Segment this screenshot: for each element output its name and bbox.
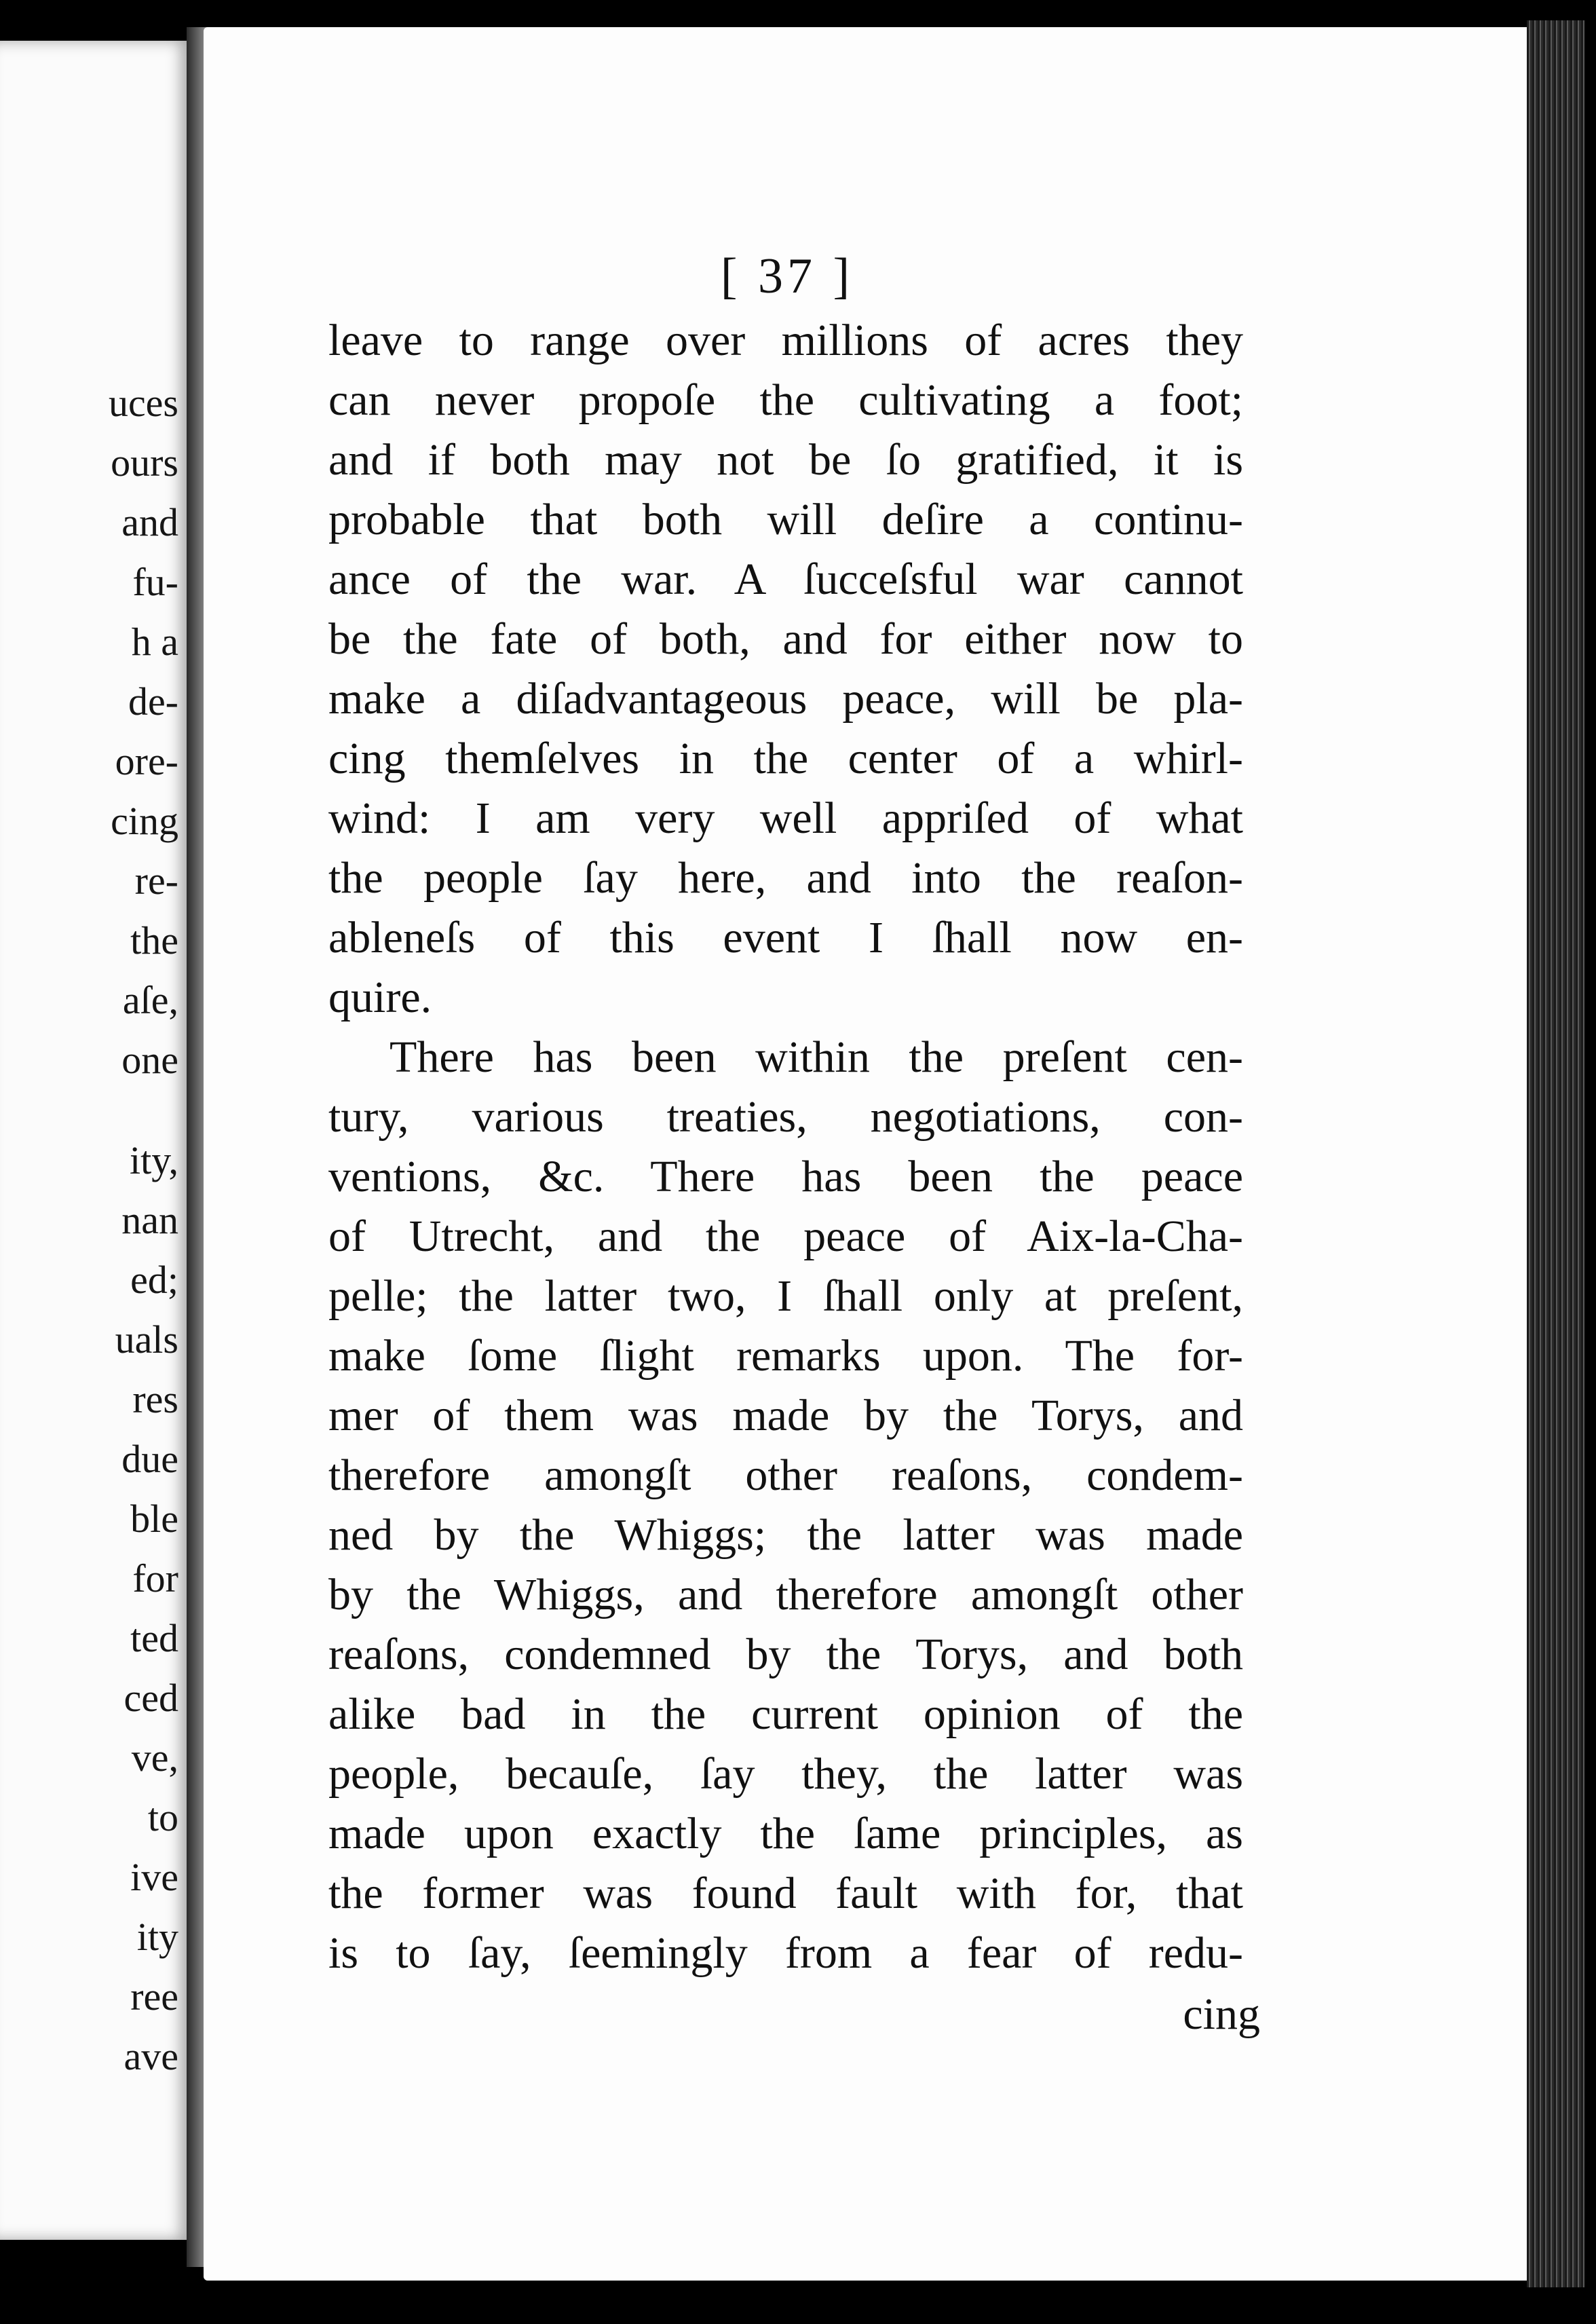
- text-line: ventions, &c. There has been the peace: [328, 1152, 1243, 1201]
- left-gap: [109, 1090, 178, 1131]
- left-fragment: to: [147, 1795, 178, 1839]
- left-fragment: uals: [115, 1317, 178, 1362]
- text-line: mer of them was made by the Torys, and: [328, 1391, 1243, 1440]
- left-fragment: ted: [130, 1616, 178, 1660]
- catchword: cing: [1183, 1989, 1260, 2039]
- text-line: alike bad in the current opinion of the: [328, 1689, 1243, 1739]
- left-facing-page: [0, 41, 193, 2240]
- left-fragment: uces: [108, 381, 178, 425]
- text-line: quire.: [328, 973, 432, 1022]
- left-fragment: the: [130, 918, 178, 962]
- left-fragment: ity,: [130, 1138, 178, 1182]
- left-fragment: and: [121, 500, 178, 544]
- text-line: therefore amongſt other reaſons, condem-: [328, 1450, 1243, 1500]
- left-fragment: ve,: [131, 1736, 178, 1780]
- text-line: the people ſay here, and into the reaſon-: [328, 853, 1243, 903]
- text-line: probable that both will deſire a continu-: [328, 495, 1243, 544]
- text-line: make ſome ſlight remarks upon. The for-: [328, 1331, 1243, 1381]
- text-line: the former was found fault with for, that: [328, 1869, 1243, 1918]
- left-fragment: ave: [124, 2034, 178, 2078]
- text-line: people, becauſe, ſay they, the latter was: [328, 1749, 1243, 1799]
- text-line: tury, various treaties, negotiations, con-: [328, 1092, 1243, 1142]
- paragraph-start: There has been within the preſent cen-: [390, 1032, 1243, 1082]
- text-line: cing themſelves in the center of a whirl-: [328, 734, 1243, 783]
- text-line: ance of the war. A ſucceſsful war cannot: [328, 555, 1243, 604]
- left-fragment: nan: [121, 1198, 178, 1242]
- text-line: leave to range over millions of acres they: [328, 316, 1243, 365]
- left-fragment: aſe,: [122, 978, 178, 1022]
- left-fragment: one: [121, 1038, 178, 1082]
- text-line: and if both may not be ſo gratified, it is: [328, 435, 1243, 485]
- page-number: [ 37 ]: [720, 248, 854, 304]
- text-line: made upon exactly the ſame principles, as: [328, 1809, 1243, 1858]
- left-fragment: ree: [130, 1974, 178, 2019]
- text-line: by the Whiggs, and therefore amongſt other: [328, 1570, 1243, 1619]
- text-line: reaſons, condemned by the Torys, and both: [328, 1630, 1243, 1679]
- text-line: of Utrecht, and the peace of Aix-la-Cha-: [328, 1212, 1243, 1261]
- body-text: [328, 311, 1243, 1983]
- left-page-text: [109, 373, 178, 2086]
- text-line: wind: I am very well appriſed of what: [328, 793, 1243, 843]
- left-fragment: re-: [134, 859, 178, 903]
- left-fragment: ive: [130, 1855, 178, 1899]
- text-line: pelle; the latter two, I ſhall only at preſent,: [328, 1271, 1243, 1321]
- left-fragment: ours: [111, 441, 178, 485]
- left-fragment: cing: [111, 799, 178, 843]
- text-line: ned by the Whiggs; the latter was made: [328, 1510, 1243, 1560]
- text-line: ableneſs of this event I ſhall now en-: [328, 913, 1243, 962]
- text-line: be the fate of both, and for either now to: [328, 614, 1243, 664]
- text-line: make a diſadvantageous peace, will be pla-: [328, 674, 1243, 724]
- left-fragment: for: [132, 1556, 178, 1600]
- text-line: is to ſay, ſeemingly from a fear of redu-: [328, 1928, 1243, 1978]
- left-fragment: ore-: [115, 739, 178, 783]
- left-fragment: ble: [130, 1497, 178, 1541]
- text-line: can never propoſe the cultivating a foot;: [328, 375, 1243, 425]
- left-fragment: due: [121, 1437, 178, 1481]
- left-fragment: ced: [124, 1676, 178, 1720]
- left-fragment: ed;: [130, 1258, 178, 1302]
- left-fragment: res: [132, 1377, 178, 1421]
- left-fragment: fu-: [132, 560, 178, 604]
- page-edges: [1527, 20, 1584, 2287]
- left-fragment: h a: [131, 620, 178, 664]
- left-fragment: de-: [128, 679, 178, 724]
- left-fragment: ity: [136, 1915, 178, 1959]
